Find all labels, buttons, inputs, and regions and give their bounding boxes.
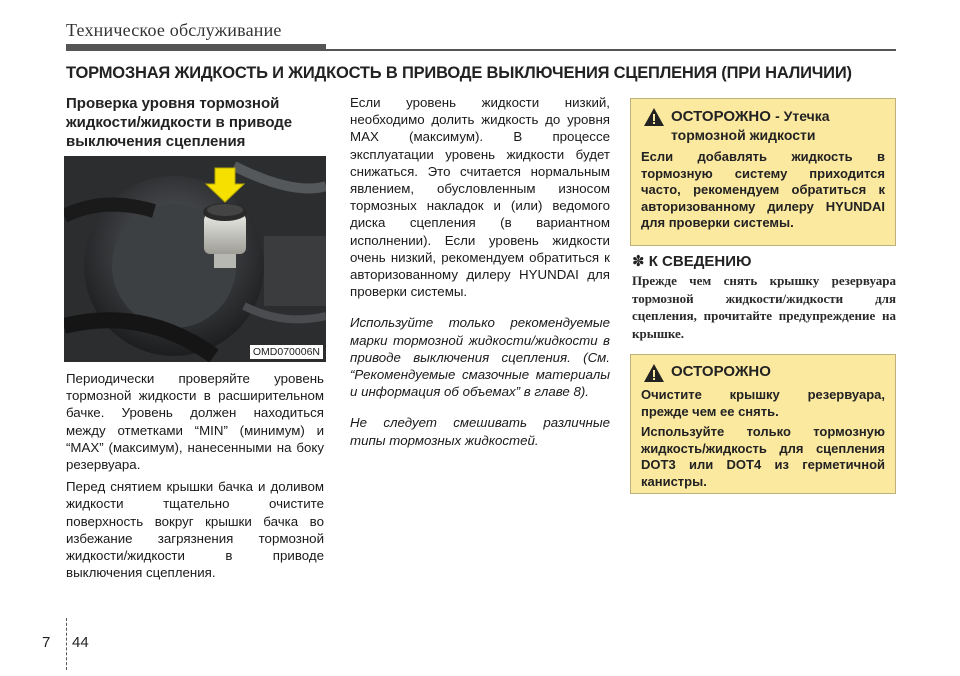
paragraph: Периодически проверяйте уровень тормозной жидкости в расширительном бачке. Уровень должен находиться между отметками “MIN” (минимум) и “MAX” (максимум), нанесенными на боку резервуара.	[66, 371, 324, 473]
warning-box-cap	[630, 354, 896, 494]
subsection-heading: Проверка уровня тормозной жидкости/жидкости в приводе выключения сцепления	[66, 95, 293, 150]
info-title: ✽ К СВЕДЕНИЮ	[632, 253, 752, 270]
warning-title: ОСТОРОЖНО	[671, 363, 771, 380]
paragraph: Перед снятием крышки бачка и доливом жидкости тщательно очистите поверхность вокруг крышки бачка во избежание загрязнения тормозной жидкости/жидкости в приводе выключения сцепления.	[66, 479, 324, 581]
warning-body	[631, 145, 895, 232]
warning-text: Используйте только тормозную жидкость/жидкость для сцепления DOT3 или DOT4 из герметичной канистры.	[641, 424, 885, 489]
section-title: ТОРМОЗНАЯ ЖИДКОСТЬ И ЖИДКОСТЬ В ПРИВОДЕ ВЫКЛЮЧЕНИЯ СЦЕПЛЕНИЯ (ПРИ НАЛИЧИИ)	[66, 64, 852, 82]
italic-paragraph: Используйте только рекомендуемые марки тормозной жидкости/жидкости в приводе выключения сцепления. (См. “Рекомендуемые смазочные материалы и информация об объемах” в главе 8).	[350, 315, 610, 400]
warning-body	[631, 383, 895, 490]
info-text: Прежде чем снять крышку резервуара тормозной жидкости/жидкости для сцепления, прочитайте предупреждение на крышке.	[632, 273, 896, 341]
warning-header	[631, 99, 895, 145]
warning-text: Если добавлять жидкость в тормозную систему приходится часто, рекомендуем обратиться к авторизованному дилеру HYUNDAI для проверки системы.	[641, 149, 885, 230]
warning-title: ОСТОРОЖНО	[671, 108, 771, 125]
image-caption: OMD070006N	[250, 345, 323, 359]
chapter-number: 7	[42, 634, 51, 651]
warning-box-leak	[630, 98, 896, 246]
page-number: 44	[72, 634, 89, 651]
chapter-title: Техническое обслуживание	[66, 20, 282, 40]
paragraph: Если уровень жидкости низкий, необходимо долить жидкость до уровня MAX (максимум). В процессе эксплуатации уровень жидкости будет снижаться. Это считается нормальным явлением, обусловленным износом тормозных накладок и (или) ведомого диска сцепления (в вариантном исполнении). Если уровень жидкости очень низкий, рекомендуем обратиться к авторизованному дилеру HYUNDAI для проверки системы.	[350, 95, 610, 300]
italic-paragraph: Не следует смешивать различные типы тормозных жидкостей.	[350, 415, 610, 448]
footer-divider	[66, 618, 67, 670]
column-2-text	[350, 94, 610, 454]
brake-reservoir-illustration	[64, 156, 326, 362]
warning-icon	[643, 107, 665, 127]
warning-icon	[643, 363, 665, 383]
warning-header	[631, 355, 895, 383]
header-bar	[66, 44, 326, 51]
warning-subtitle: - Утечка тормозной жидкости	[671, 108, 830, 143]
column-1-text	[66, 370, 324, 586]
header-divider	[326, 49, 896, 51]
engine-bay-photo	[64, 156, 326, 362]
warning-text: Очистите крышку резервуара, прежде чем ее снять.	[641, 387, 885, 419]
